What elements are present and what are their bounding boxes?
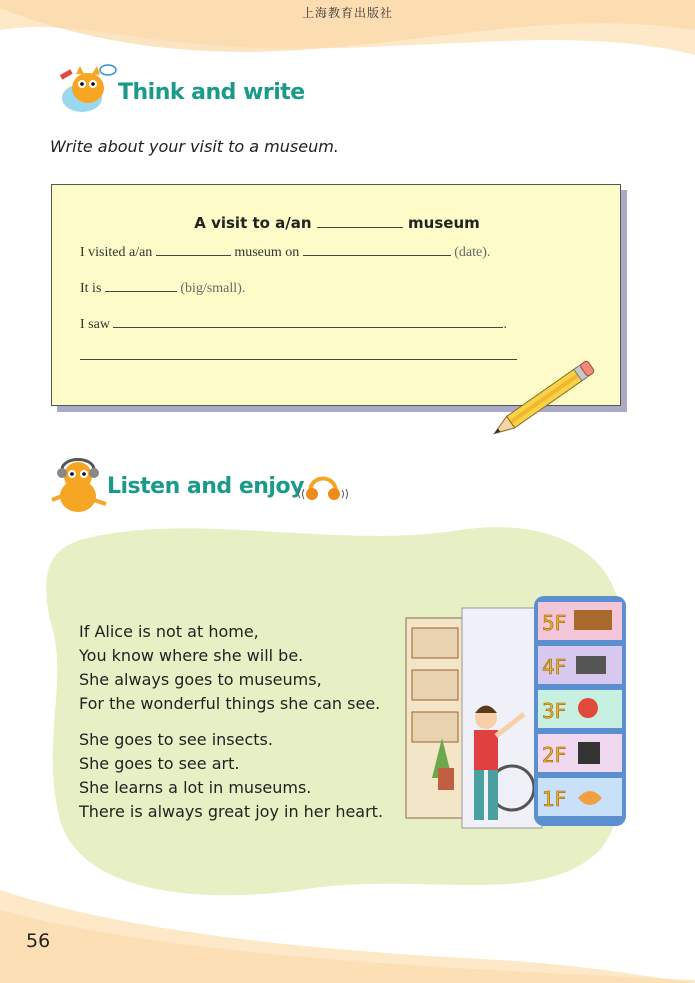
card-heading-pre: A visit to a/an bbox=[194, 214, 312, 232]
date-blank[interactable] bbox=[303, 241, 451, 256]
poem-line: She learns a lot in museums. bbox=[79, 778, 312, 797]
floor-sign-3f: 3F bbox=[542, 699, 567, 723]
form-line-2 bbox=[80, 277, 245, 297]
floor-sign-4f: 4F bbox=[542, 655, 567, 679]
mascot-headphones-icon bbox=[46, 456, 110, 518]
poem-line: She goes to see insects. bbox=[79, 730, 273, 749]
museum-directory-illustration bbox=[402, 588, 632, 846]
headphones-icon bbox=[296, 468, 350, 504]
poem-line: If Alice is not at home, bbox=[79, 622, 259, 641]
form-line-3 bbox=[80, 313, 507, 333]
line3-period: . bbox=[503, 317, 507, 332]
poem-stanza-2 bbox=[79, 728, 383, 824]
line1-label-b: museum on bbox=[234, 245, 300, 260]
line2-label: It is bbox=[80, 281, 102, 296]
poem-line: You know where she will be. bbox=[79, 646, 304, 665]
floor-sign-5f: 5F bbox=[542, 611, 567, 635]
instruction-text: Write about your visit to a museum. bbox=[50, 137, 339, 156]
form-line-1 bbox=[80, 241, 490, 261]
page-number: 56 bbox=[26, 930, 51, 952]
floor-sign-2f: 2F bbox=[542, 743, 567, 767]
listen-and-enjoy-title: Listen and enjoy bbox=[107, 474, 304, 499]
poem-line: For the wonderful things she can see. bbox=[79, 694, 381, 713]
date-hint: (date). bbox=[454, 245, 491, 260]
museum-type-blank[interactable] bbox=[317, 213, 403, 228]
cat-mascot-icon bbox=[52, 62, 120, 118]
extra-blank[interactable] bbox=[80, 345, 517, 360]
form-line-4 bbox=[80, 345, 517, 365]
poem-stanza-1 bbox=[79, 620, 380, 716]
pencil-icon bbox=[482, 358, 607, 442]
publisher-name: 上海教育出版社 bbox=[301, 6, 393, 20]
line3-label: I saw bbox=[80, 317, 110, 332]
floor-sign-1f: 1F bbox=[542, 787, 567, 811]
poem-line: There is always great joy in her heart. bbox=[79, 802, 384, 821]
think-and-write-title: Think and write bbox=[118, 80, 305, 105]
bottom-swoosh-decoration bbox=[0, 870, 695, 983]
line1-label: I visited a/an bbox=[80, 245, 153, 260]
card-heading-post: museum bbox=[408, 214, 480, 232]
card-heading bbox=[52, 213, 622, 232]
museum-kind-blank[interactable] bbox=[156, 241, 231, 256]
saw-blank[interactable] bbox=[113, 313, 503, 328]
poem-line: She goes to see art. bbox=[79, 754, 240, 773]
poem-line: She always goes to museums, bbox=[79, 670, 322, 689]
size-blank[interactable] bbox=[105, 277, 177, 292]
size-hint: (big/small). bbox=[180, 281, 246, 296]
